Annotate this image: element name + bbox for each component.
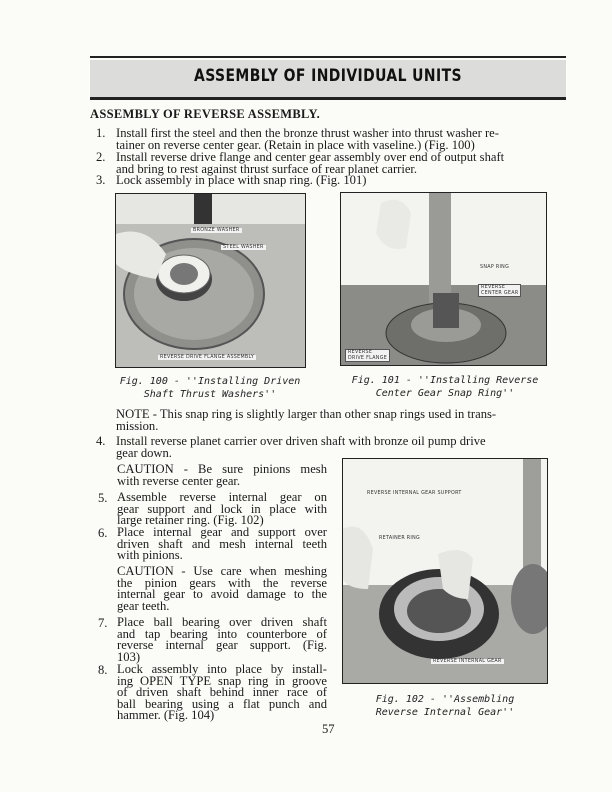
figure-102-photo	[342, 458, 548, 684]
figure-100-photo	[115, 193, 306, 368]
caption-line: Fig. 101 - ''Installing Reverse	[351, 375, 539, 386]
text-line: and tap bearing into counterbore of	[117, 626, 327, 641]
step-text: Lock assembly in place with snap ring. (Fig. 101)	[116, 173, 367, 187]
text-line: reverse internal gear support. (Fig.	[117, 638, 327, 653]
figure-100-caption	[110, 375, 310, 401]
step-number: 8.	[98, 663, 108, 677]
text-line: with pinions.	[117, 548, 183, 563]
caption-line: Fig. 102 - ''Assembling	[375, 694, 515, 705]
caution-2	[117, 566, 327, 612]
caption-line: Fig. 100 - ''Installing Driven	[119, 376, 301, 387]
caution-1	[117, 464, 327, 487]
caption-line: Center Gear Snap Ring''	[375, 388, 515, 399]
figure-101-photo	[340, 192, 547, 366]
text-line: gear support and lock in place with	[117, 501, 327, 516]
text-line: large retainer ring. (Fig. 102)	[117, 513, 264, 528]
text-line: Assemble reverse internal gear on	[117, 490, 327, 504]
step-number: 1.	[96, 126, 106, 140]
step-text: and bring to rest against thrust surface of rear planet carrier.	[116, 162, 418, 176]
flange-washer-illustration	[116, 194, 305, 367]
page-title: ASSEMBLY OF INDIVIDUAL UNITS	[194, 66, 462, 86]
label-steel-washer: STEEL WASHER	[223, 245, 264, 250]
text-line: internal gear to avoid damage to the	[117, 587, 327, 602]
label-line: REVERSE	[348, 350, 373, 355]
text-line: Place ball bearing over driven shaft	[117, 615, 327, 629]
page-number: 57	[322, 722, 335, 736]
label-reverse-center-gear	[478, 284, 521, 297]
step-number: 2.	[96, 150, 106, 164]
text-line: with reverse center gear.	[117, 473, 241, 488]
step-text: Install reverse drive flange and center gear assembly over end of output shaft	[116, 150, 505, 164]
note-text: NOTE - This snap ring is slightly larger than other snap rings used in trans-	[116, 407, 497, 421]
header-top-rule	[90, 56, 566, 58]
step-7-text	[117, 617, 327, 663]
text-line: driven shaft and mesh internal teeth	[117, 536, 327, 551]
text-line: gear teeth.	[117, 598, 170, 613]
label-reverse-drive-flange	[345, 349, 390, 362]
label-reverse-internal-gear-support: REVERSE INTERNAL GEAR SUPPORT	[367, 491, 462, 496]
text-line: CAUTION - Be sure pinions mesh	[117, 462, 327, 476]
header-bottom-rule	[90, 97, 566, 100]
caption-line: Reverse Internal Gear''	[375, 707, 515, 718]
step-text: Install first the steel and then the bronze thrust washer into thrust washer re-	[116, 126, 499, 140]
label-reverse-drive-flange-assembly: REVERSE DRIVE FLANGE ASSEMBLY	[160, 355, 255, 360]
step-5-text	[117, 492, 327, 527]
step-number: 5.	[98, 491, 108, 505]
step-6-text	[117, 527, 327, 562]
text-line: CAUTION - Use care when meshing	[117, 564, 327, 578]
step-text: Install reverse planet carrier over driven shaft with bronze oil pump drive	[116, 434, 486, 448]
text-line: ball bearing using a flat punch and	[117, 696, 327, 711]
label-snap-ring: SNAP RING	[480, 265, 510, 270]
text-line: ing OPEN TYPE snap ring in groove	[117, 673, 327, 688]
text-line: 103)	[117, 649, 141, 664]
step-8-text	[117, 664, 327, 722]
text-line: the pinion gears with the reverse	[117, 575, 327, 590]
text-line: Lock assembly into place by install-	[117, 662, 327, 676]
step-number: 6.	[98, 526, 108, 540]
label-line: REVERSE	[481, 285, 506, 290]
section-heading: ASSEMBLY OF REVERSE ASSEMBLY.	[90, 107, 321, 121]
text-line: hammer. (Fig. 104)	[117, 708, 215, 723]
figure-101-caption	[340, 374, 550, 400]
shaft-gear-illustration	[341, 193, 546, 365]
label-reverse-internal-gear: REVERSE INTERNAL GEAR	[433, 659, 502, 664]
label-retainer-ring: RETAINER RING	[379, 536, 421, 541]
label-bronze-washer: BRONZE WASHER	[193, 228, 240, 233]
caption-line: Shaft Thrust Washers''	[143, 389, 277, 400]
step-number: 4.	[96, 434, 106, 448]
text-line: Place internal gear and support over	[117, 525, 327, 539]
note-text: mission.	[116, 419, 159, 433]
step-number: 3.	[96, 173, 106, 187]
step-text: tainer on reverse center gear. (Retain in place with vaseline.) (Fig. 100)	[116, 138, 475, 152]
text-line: of driven shaft behind inner race of	[117, 685, 327, 700]
label-line: DRIVE FLANGE	[348, 355, 388, 361]
figure-102-caption	[345, 693, 545, 719]
label-line: CENTER GEAR	[481, 290, 519, 296]
step-text: gear down.	[116, 446, 172, 460]
step-number: 7.	[98, 616, 108, 630]
